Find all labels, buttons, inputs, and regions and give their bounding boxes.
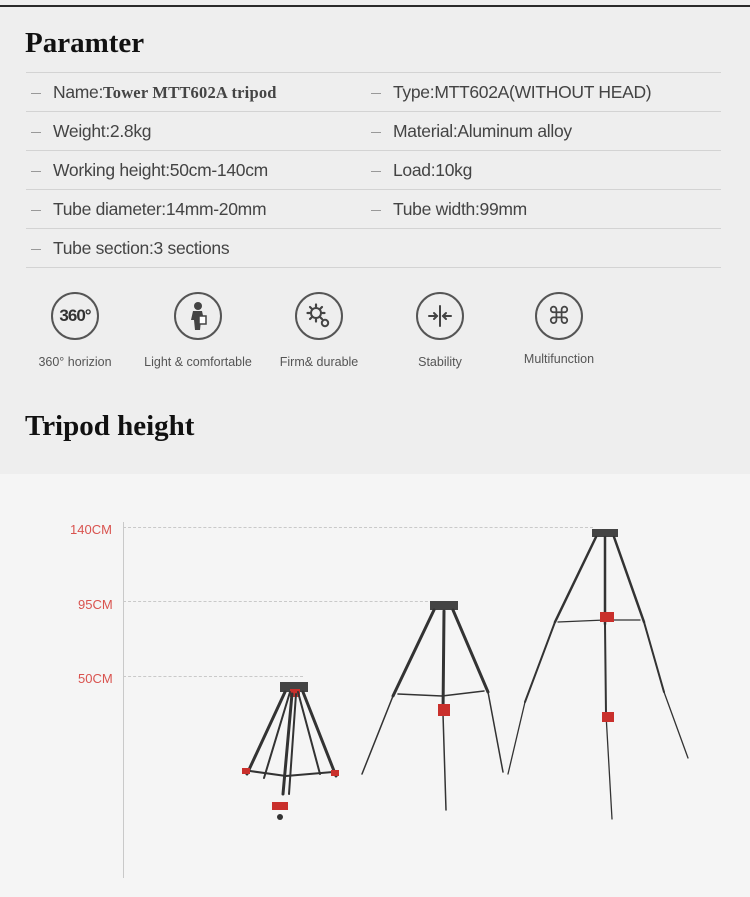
param-type: Type:MTT602A(WITHOUT HEAD) xyxy=(371,73,651,111)
person-icon xyxy=(174,292,222,340)
param-name: Name:Tower MTT602A tripod xyxy=(31,73,277,111)
feature-icons-row xyxy=(0,292,750,382)
params-row xyxy=(26,150,721,189)
360-icon: 360° xyxy=(51,292,99,340)
gears-icon xyxy=(295,292,343,340)
params-table xyxy=(26,72,721,268)
feature-firm: Firm& durable xyxy=(254,292,384,369)
tripod-small xyxy=(242,682,339,820)
height-label-140: 140CM xyxy=(70,522,112,537)
params-row xyxy=(26,228,721,268)
tripod-medium xyxy=(362,601,503,810)
params-row xyxy=(26,72,721,111)
command-icon: ⌘ xyxy=(535,292,583,340)
height-title: Tripod height xyxy=(25,410,195,442)
params-row xyxy=(26,189,721,228)
params-title: Paramter xyxy=(25,27,145,59)
param-material: Material:Aluminum alloy xyxy=(371,112,572,150)
param-tube-diameter: Tube diameter:14mm-20mm xyxy=(31,190,266,228)
param-tube-width: Tube width:99mm xyxy=(371,190,527,228)
tripod-tall xyxy=(508,529,688,819)
height-label-50: 50CM xyxy=(78,671,113,686)
top-rule xyxy=(0,5,750,7)
stability-icon xyxy=(416,292,464,340)
feature-stability: Stability xyxy=(375,292,505,369)
param-load: Load:10kg xyxy=(371,151,472,189)
params-row xyxy=(26,111,721,150)
tripods-illustration xyxy=(0,474,750,897)
feature-multifunction: ⌘ Multifunction xyxy=(494,292,624,366)
feature-light: Light & comfortable xyxy=(133,292,263,369)
param-weight: Weight:2.8kg xyxy=(31,112,151,150)
param-tube-section: Tube section:3 sections xyxy=(31,229,229,267)
feature-360: 360° 360° horizion xyxy=(10,292,140,369)
height-label-95: 95CM xyxy=(78,597,113,612)
param-working-height: Working height:50cm-140cm xyxy=(31,151,268,189)
